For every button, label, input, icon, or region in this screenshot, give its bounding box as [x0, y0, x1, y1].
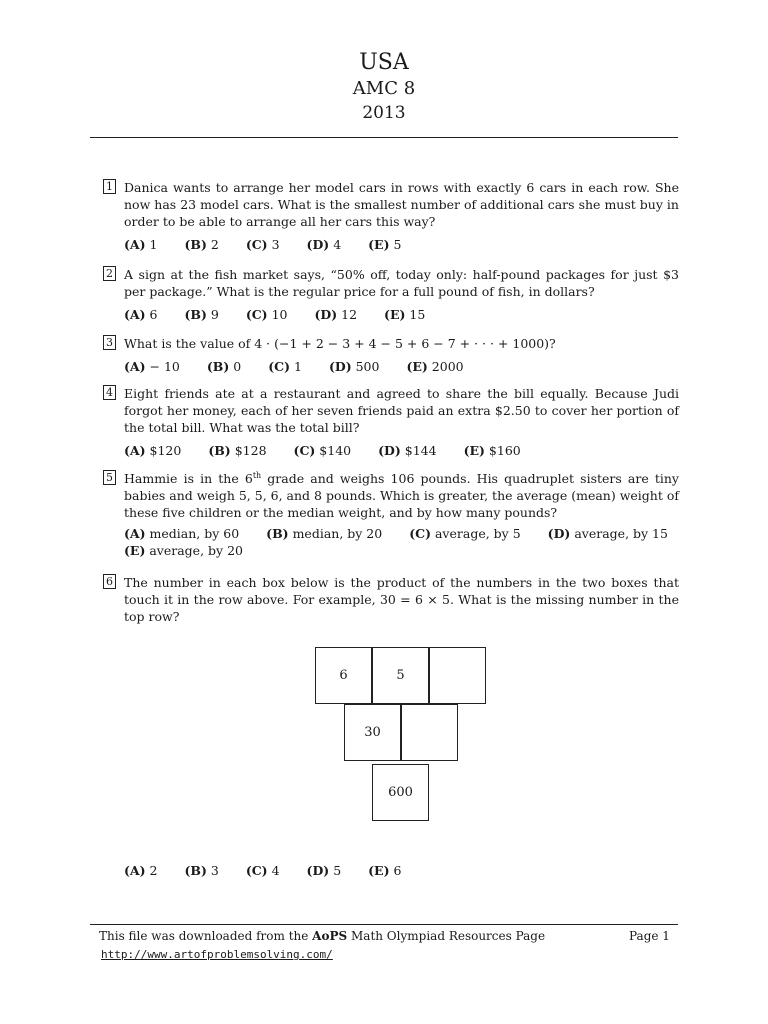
problem-number-box: 1 [103, 179, 116, 194]
problem-text: What is the value of 4 · (−1 + 2 − 3 + 4 − 5 + 6 − 7 + · · · + 1000)? [124, 336, 556, 351]
answer-choices [124, 525, 679, 559]
contest-name: AMC 8 [352, 78, 416, 99]
choice-e: (E) 5 [368, 237, 402, 252]
header-rule [90, 137, 678, 138]
choice-b: (B) 3 [184, 863, 219, 878]
choice-c: (C) average, by 5 [409, 526, 521, 541]
choice-a: (A) 6 [124, 307, 158, 322]
choice-a: (A) 2 [124, 863, 158, 878]
choice-a: (A) − 10 [124, 359, 180, 374]
pyramid-cell: 600 [372, 764, 429, 821]
choice-d: (D) $144 [378, 443, 437, 458]
answer-choices [124, 306, 679, 323]
choice-b: (B) 2 [184, 237, 219, 252]
answer-choices [124, 442, 679, 459]
ordinal-suffix: th [252, 470, 262, 480]
choice-e: (E) average, by 20 [124, 543, 243, 558]
choice-e: (E) $160 [463, 443, 521, 458]
choice-c: (C) $140 [293, 443, 352, 458]
choice-b: (B) $128 [208, 443, 267, 458]
problem-number-box: 6 [103, 574, 116, 589]
choice-e: (E) 6 [368, 863, 402, 878]
pyramid-cell: 6 [315, 647, 372, 704]
pyramid-cell-missing [429, 647, 486, 704]
contest-year: 2013 [362, 103, 406, 123]
choice-a: (A) 1 [124, 237, 158, 252]
choice-d: (D) 12 [314, 307, 358, 322]
problem-2 [103, 266, 679, 323]
answer-choices [124, 236, 679, 253]
pyramid-cell [401, 704, 458, 761]
problem-1 [103, 179, 679, 253]
problem-number-box: 3 [103, 335, 116, 350]
problem-6-choices [103, 862, 679, 879]
pyramid-cell: 30 [344, 704, 401, 761]
choice-e: (E) 15 [384, 307, 426, 322]
aops-brand: AoPS [312, 929, 348, 943]
answer-choices [124, 862, 679, 879]
choice-d: (D) 4 [306, 237, 342, 252]
choice-b: (B) 0 [206, 359, 242, 374]
choice-c: (C) 3 [245, 237, 280, 252]
problem-text: The number in each box below is the product of the numbers in the two boxes that touch it in the row above. For example, 30 = 6 × 5. What is the missing number in the top row? [124, 575, 679, 624]
choice-a: (A) median, by 60 [124, 526, 240, 541]
problem-text: Eight friends ate at a restaurant and agreed to share the bill equally. Because Judi forgot her money, each of her seven friends paid an extra $2.50 to cover her portion of the total bill. What was the total bill? [124, 386, 679, 435]
problem-text: A sign at the fish market says, “50% off, today only: half-pound packages for just $3 per package.” What is the regular price for a full pound of fish, in dollars? [124, 267, 679, 299]
choice-e: (E) 2000 [406, 359, 464, 374]
choice-d: (D) average, by 15 [547, 526, 668, 541]
document-title: USA [359, 50, 409, 75]
pyramid-cell: 5 [372, 647, 429, 704]
choice-b: (B) 9 [184, 307, 219, 322]
choice-c: (C) 4 [245, 863, 280, 878]
footer-source-line: This file was downloaded from the AoPS Math Olympiad Resources Page [99, 929, 546, 943]
footer-rule [90, 924, 678, 925]
problem-3 [103, 335, 679, 375]
problem-5 [103, 470, 679, 559]
choice-c: (C) 10 [245, 307, 288, 322]
answer-choices [124, 358, 679, 375]
problem-number-box: 2 [103, 266, 116, 281]
problem-text: Hammie is in the 6th grade and weighs 106 pounds. His quadruplet sisters are tiny babies and weigh 5, 5, 6, and 8 pounds. Which is greater, the average (mean) weight of these five children or the median weight, and by how many pounds? [124, 470, 679, 520]
choice-c: (C) 1 [268, 359, 302, 374]
problem-4 [103, 385, 679, 459]
choice-b: (B) median, by 20 [266, 526, 383, 541]
choice-a: (A) $120 [124, 443, 182, 458]
choice-d: (D) 500 [328, 359, 380, 374]
problem-number-box: 5 [103, 470, 116, 485]
choice-d: (D) 5 [306, 863, 342, 878]
problem-text: Danica wants to arrange her model cars in rows with exactly 6 cars in each row. She now has 23 model cars. What is the smallest number of additional cars she must buy in order to be able to arrange all her cars this way? [124, 180, 679, 229]
aops-website-link[interactable]: http://www.artofproblemsolving.com/ [101, 948, 333, 961]
problem-number-box: 4 [103, 385, 116, 400]
problem-6 [103, 574, 679, 625]
page-number: Page 1 [629, 929, 670, 943]
